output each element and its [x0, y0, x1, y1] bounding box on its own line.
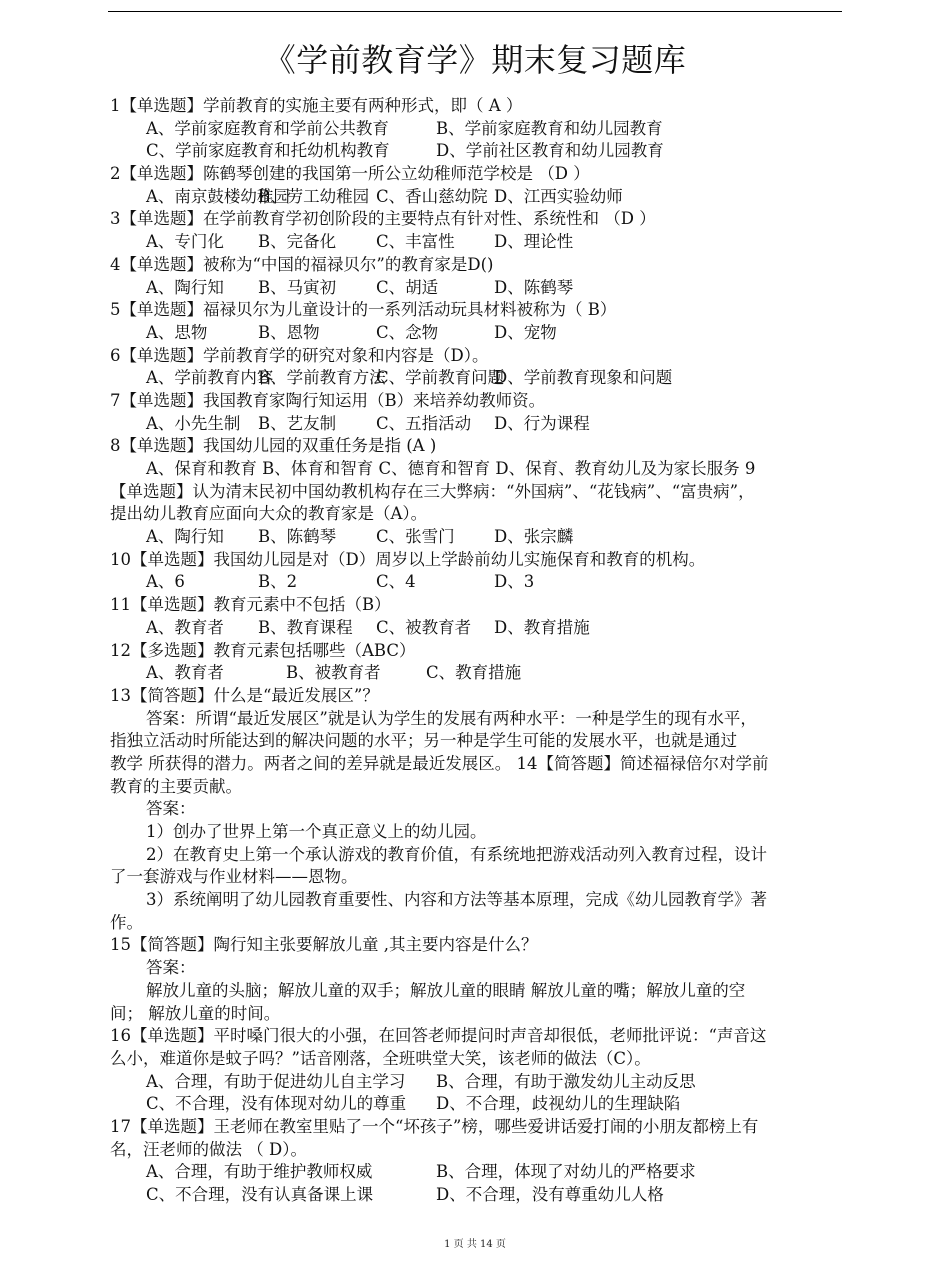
- option-item: C、不合理，没有体现对幼儿的尊重: [146, 1094, 407, 1114]
- text-line: 么小，难道你是蚊子吗？”话音刚落，全班哄堂大笑，该老师的做法（C）。: [110, 1048, 651, 1068]
- text-line: 16【单选题】平时嗓门很大的小强，在回答老师提问时声音却很低，老师批评说：“声音这: [110, 1026, 767, 1046]
- option-row: [110, 186, 860, 209]
- option-item: B、完备化: [258, 232, 337, 252]
- option-item: B、劳工幼稚园: [258, 186, 370, 206]
- option-item: D、宠物: [494, 322, 557, 342]
- text-line: 12【多选题】教育元素包括哪些（ABC）: [110, 640, 416, 660]
- text-line: A、保育和教育 B、体育和智育 C、德育和智育 D、保育、教育幼儿及为家长服务 9: [146, 459, 756, 478]
- text-line: 11【单选题】教育元素中不包括（B）: [110, 595, 391, 615]
- option-item: A、陶行知: [146, 527, 224, 547]
- option-row: [110, 617, 860, 640]
- option-item: C、学前家庭教育和托幼机构教育: [146, 141, 390, 161]
- option-item: A、小先生制: [146, 413, 241, 433]
- option-item: B、陈鹤琴: [258, 527, 337, 547]
- text-line: 13【简答题】什么是“最近发展区”？: [110, 685, 379, 705]
- top-rule: [108, 11, 842, 12]
- text-line: 4【单选题】被称为“中国的福禄贝尔”的教育家是D(): [110, 254, 494, 274]
- text-line: 3【单选题】在学前教育学初创阶段的主要特点有针对性、系统性和 （D ）: [110, 209, 656, 229]
- option-item: D、张宗麟: [494, 527, 574, 547]
- option-row: [110, 526, 860, 549]
- page-footer: 1 页 共 14 页: [444, 1239, 506, 1250]
- option-row: [110, 277, 860, 300]
- text-line: 了一套游戏与作业材料——恩物。: [110, 867, 358, 887]
- option-item: B、被教育者: [286, 663, 381, 683]
- option-item: C、胡适: [376, 277, 439, 297]
- option-item: D、江西实验幼师: [494, 186, 623, 206]
- option-item: C、教育措施: [426, 663, 522, 683]
- option-row: [110, 571, 860, 594]
- option-item: C、被教育者: [376, 617, 472, 637]
- option-item: B、学前家庭教育和幼儿园教育: [436, 118, 663, 138]
- option-row: [110, 231, 860, 254]
- option-item: D、教育措施: [494, 617, 590, 637]
- option-item: D、3: [494, 572, 535, 592]
- question-list: [110, 95, 860, 1207]
- option-item: C、不合理，没有认真备课上课: [146, 1185, 374, 1204]
- text-line: 解放儿童的头脑；解放儿童的双手；解放儿童的眼睛 解放儿童的嘴；解放儿童的空: [146, 980, 746, 1000]
- text-line: 7【单选题】我国教育家陶行知运用（B）来培养幼教师资。: [110, 390, 546, 410]
- text-line: 10【单选题】我国幼儿园是对（D）周岁以上学龄前幼儿实施保育和教育的机构。: [110, 549, 706, 569]
- text-line: 作。: [110, 912, 143, 932]
- option-item: C、张雪门: [376, 527, 455, 547]
- option-item: B、教育课程: [258, 617, 353, 637]
- text-line: 教学 所获得的潜力。两者之间的差异就是最近发展区。 14【简答题】简述福禄倍尔对学前: [110, 753, 769, 773]
- option-item: C、念物: [376, 322, 439, 342]
- option-item: C、香山慈幼院: [376, 186, 488, 206]
- option-row: [110, 140, 860, 163]
- option-item: B、合理，有助于激发幼儿主动反思: [436, 1071, 696, 1091]
- text-line: 间； 解放儿童的时间。: [110, 1003, 281, 1023]
- option-item: A、合理，有助于促进幼儿自主学习: [146, 1071, 406, 1091]
- option-item: A、6: [146, 572, 185, 592]
- text-line: 指独立活动时所能达到的解决问题的水平；另一种是学生可能的发展水平，也就是通过: [110, 731, 737, 751]
- option-item: D、陈鹤琴: [494, 277, 574, 297]
- option-item: C、学前教育问题: [376, 368, 505, 388]
- text-line: 2）在教育史上第一个承认游戏的教育价值，有系统地把游戏活动列入教育过程，设计: [146, 844, 767, 864]
- option-row: [110, 367, 860, 390]
- option-item: A、学前家庭教育和学前公共教育: [146, 118, 389, 138]
- text-line: 6【单选题】学前教育学的研究对象和内容是（D）。: [110, 345, 489, 365]
- option-row: [110, 413, 860, 436]
- option-item: B、恩物: [258, 322, 320, 342]
- option-row: [110, 322, 860, 345]
- text-line: 答案：: [146, 958, 196, 978]
- option-row: [110, 1071, 860, 1094]
- option-item: B、合理，体现了对幼儿的严格要求: [436, 1162, 696, 1182]
- option-item: D、学前社区教育和幼儿园教育: [436, 141, 664, 161]
- option-item: A、专门化: [146, 232, 224, 252]
- option-item: D、理论性: [494, 232, 574, 252]
- text-line: 15【简答题】陶行知主张要解放儿童 ,其主要内容是什么？: [110, 935, 538, 955]
- option-row: [110, 1161, 860, 1184]
- option-item: B、学前教育方法: [258, 368, 386, 388]
- option-item: A、陶行知: [146, 277, 224, 297]
- option-item: A、思物: [146, 322, 208, 342]
- option-item: D、不合理，没有尊重幼儿人格: [436, 1185, 664, 1204]
- text-line: 名，汪老师的做法 （ D）。: [110, 1139, 307, 1159]
- page-title: 《学前教育学》期末复习题库: [263, 41, 687, 79]
- option-item: C、丰富性: [376, 232, 455, 252]
- option-item: B、2: [258, 572, 298, 592]
- text-line: 5【单选题】福禄贝尔为儿童设计的一系列活动玩具材料被称为（ B）: [110, 300, 617, 320]
- option-item: B、艺友制: [258, 413, 337, 433]
- text-line: 1【单选题】学前教育的实施主要有两种形式，即（ A ）: [110, 96, 523, 115]
- option-item: D、行为课程: [494, 413, 590, 433]
- option-item: C、五指活动: [376, 413, 472, 433]
- text-line: 1）创办了世界上第一个真正意义上的幼儿园。: [146, 822, 487, 841]
- option-item: A、南京鼓楼幼稚园: [146, 186, 290, 206]
- option-row: [110, 118, 860, 141]
- option-item: A、教育者: [146, 617, 224, 637]
- option-item: C、4: [376, 572, 416, 592]
- text-line: 8【单选题】我国幼儿园的双重任务是指 (A ): [110, 436, 437, 456]
- option-item: A、教育者: [146, 663, 224, 683]
- option-item: D、学前教育现象和问题: [494, 368, 673, 388]
- text-line: 教育的主要贡献。: [110, 776, 242, 796]
- text-line: 17【单选题】王老师在教室里贴了一个“坏孩子”榜，哪些爱讲话爱打闹的小朋友都榜上有: [110, 1116, 759, 1136]
- option-row: [110, 1093, 860, 1116]
- option-row: [110, 662, 860, 685]
- text-line: 【单选题】认为清末民初中国幼教机构存在三大弊病：“外国病”、“花钱病”、“富贵病”，: [110, 481, 755, 501]
- option-item: D、不合理，歧视幼儿的生理缺陷: [436, 1094, 681, 1114]
- text-line: 提出幼儿教育应面向大众的教育家是（A）。: [110, 504, 428, 524]
- option-item: A、合理，有助于维护教师权威: [146, 1162, 373, 1182]
- text-line: 答案：: [146, 799, 196, 819]
- option-row: [110, 1184, 860, 1207]
- text-line: 答案：所谓“最近发展区”就是认为学生的发展有两种水平：一种是学生的现有水平，: [146, 708, 757, 728]
- text-line: 2【单选题】陈鹤琴创建的我国第一所公立幼稚师范学校是 （D ）: [110, 164, 590, 184]
- text-line: 3）系统阐明了幼儿园教育重要性、内容和方法等基本原理，完成《幼儿园教育学》著: [146, 890, 767, 910]
- option-item: B、马寅初: [258, 277, 337, 297]
- option-item: A、学前教育内容: [146, 368, 274, 388]
